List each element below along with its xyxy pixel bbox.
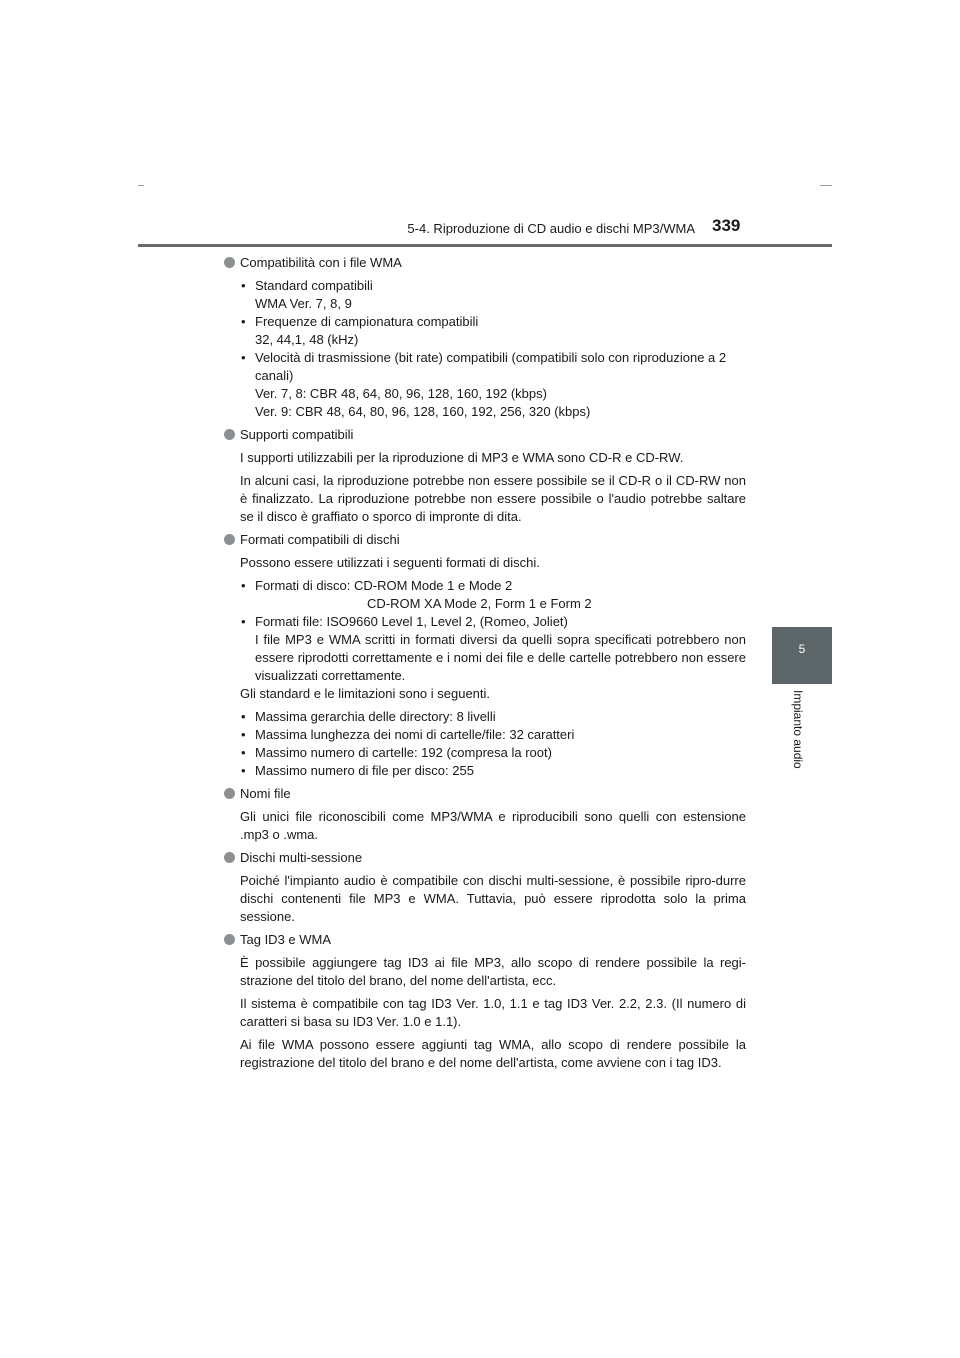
section-formats (224, 531, 746, 780)
list-item: • Frequenze di campionatura compatibili 32, 44,1, 48 (kHz) (241, 314, 479, 347)
paragraph: Gli standard e le limitazioni sono i seguenti. (240, 686, 491, 701)
bullet-circle-icon (224, 429, 235, 440)
limits-list (240, 708, 746, 780)
header-rule (138, 244, 832, 247)
page-content (224, 254, 746, 1077)
bullet-circle-icon (224, 934, 235, 945)
bullet-dot-icon: • (241, 350, 246, 365)
paragraph: I supporti utilizzabili per la riproduzione di MP3 e WMA sono CD-R e CD-RW. (240, 450, 684, 465)
section-multisession (224, 849, 746, 926)
paragraph: Possono essere utilizzati i seguenti formati di dischi. (240, 555, 540, 570)
bullet-circle-icon (224, 257, 235, 268)
list-item: • Formati di disco: CD-ROM Mode 1 e Mode 2 CD-ROM XA Mode 2, Form 1 e Form 2 (241, 578, 592, 611)
section-file-names (224, 785, 746, 844)
page-number: 339 (712, 216, 741, 235)
crop-mark-right (820, 185, 832, 186)
section-title: Formati compatibili di dischi (240, 532, 400, 547)
crop-mark-left (138, 185, 144, 186)
bullet-dot-icon: • (241, 278, 246, 293)
running-header: 5-4. Riproduzione di CD audio e dischi MP3/WMA (407, 221, 695, 236)
paragraph: In alcuni casi, la riproduzione potrebbe non essere possibile se il CD-R o il CD-RW non è finalizzato. La riproduzione potrebbe non essere possibile o l'audio potrebbe saltare se il disco è graffiato o sporco di impronte di dita. (240, 473, 746, 524)
section-title: Nomi file (240, 786, 291, 801)
section-title: Compatibilità con i file WMA (240, 255, 402, 270)
section-tags (224, 931, 746, 1072)
chapter-number: 5 (798, 642, 806, 656)
spec-list (224, 277, 746, 421)
paragraph: Il sistema è compatibile con tag ID3 Ver. 1.0, 1.1 e tag ID3 Ver. 2.2, 2.3. (Il numero di caratteri si basa su ID3 Ver. 1.0 e 1.1). (240, 996, 746, 1029)
format-list (240, 577, 746, 685)
section-title: Supporti compatibili (240, 427, 354, 442)
bullet-dot-icon: • (241, 709, 246, 724)
bullet-dot-icon: • (241, 745, 246, 760)
paragraph: Gli unici file riconoscibili come MP3/WMA e riproducibili sono quelli con estensione .mp3 o .wma. (240, 809, 746, 842)
bullet-circle-icon (224, 788, 235, 799)
paragraph: Ai file WMA possono essere aggiunti tag WMA, allo scopo di rendere possibile la registrazione del titolo del brano e del nome dell'artista, come avviene con i tag ID3. (240, 1037, 746, 1070)
section-wma (224, 254, 746, 421)
section-title: Dischi multi-sessione (240, 850, 363, 865)
list-item: • Velocità di trasmissione (bit rate) compatibili (compatibili solo con riproduzione a 2 canali) Ver. 7, 8: CBR 48, 64, 80, 96, 128, 160, 192 (kbps) Ver. 9: CBR 48, 64, 80, 96, 128, 160, 192, 256, 320 (kbps) (241, 350, 727, 419)
chapter-tab (772, 627, 832, 684)
bullet-circle-icon (224, 852, 235, 863)
bullet-dot-icon: • (241, 727, 246, 742)
bullet-dot-icon: • (241, 578, 246, 593)
list-item: • Massima gerarchia delle directory: 8 livelli (241, 709, 496, 724)
list-item: • Massimo numero di file per disco: 255 (241, 763, 474, 778)
chapter-label: Impianto audio (791, 690, 805, 769)
list-item: • Massimo numero di cartelle: 192 (compresa la root) (241, 745, 552, 760)
bullet-dot-icon: • (241, 314, 246, 329)
paragraph: Poiché l'impianto audio è compatibile con dischi multi-sessione, è possibile ripro-durre dischi contenenti file MP3 e WMA. Tuttavia, può essere riprodotta solo la prima sessione. (240, 873, 746, 924)
bullet-circle-icon (224, 534, 235, 545)
paragraph: È possibile aggiungere tag ID3 ai file MP3, allo scopo di rendere possibile la regi-strazione del titolo del brano, del nome dell'artista, ecc. (240, 955, 746, 988)
bullet-dot-icon: • (241, 763, 246, 778)
list-item: • Massima lunghezza dei nomi di cartelle/file: 32 caratteri (241, 727, 575, 742)
section-title: Tag ID3 e WMA (240, 932, 332, 947)
list-item: • Formati file: ISO9660 Level 1, Level 2, (Romeo, Joliet) I file MP3 e WMA scritti in formati diversi da quelli sopra specificati potrebbero non essere riprodotti correttamente e i nomi dei file e delle cartelle potrebbero non essere visualizzati correttamente. (241, 614, 746, 683)
bullet-dot-icon: • (241, 614, 246, 629)
list-item: • Standard compatibili WMA Ver. 7, 8, 9 (241, 278, 373, 311)
section-supports (224, 426, 746, 526)
